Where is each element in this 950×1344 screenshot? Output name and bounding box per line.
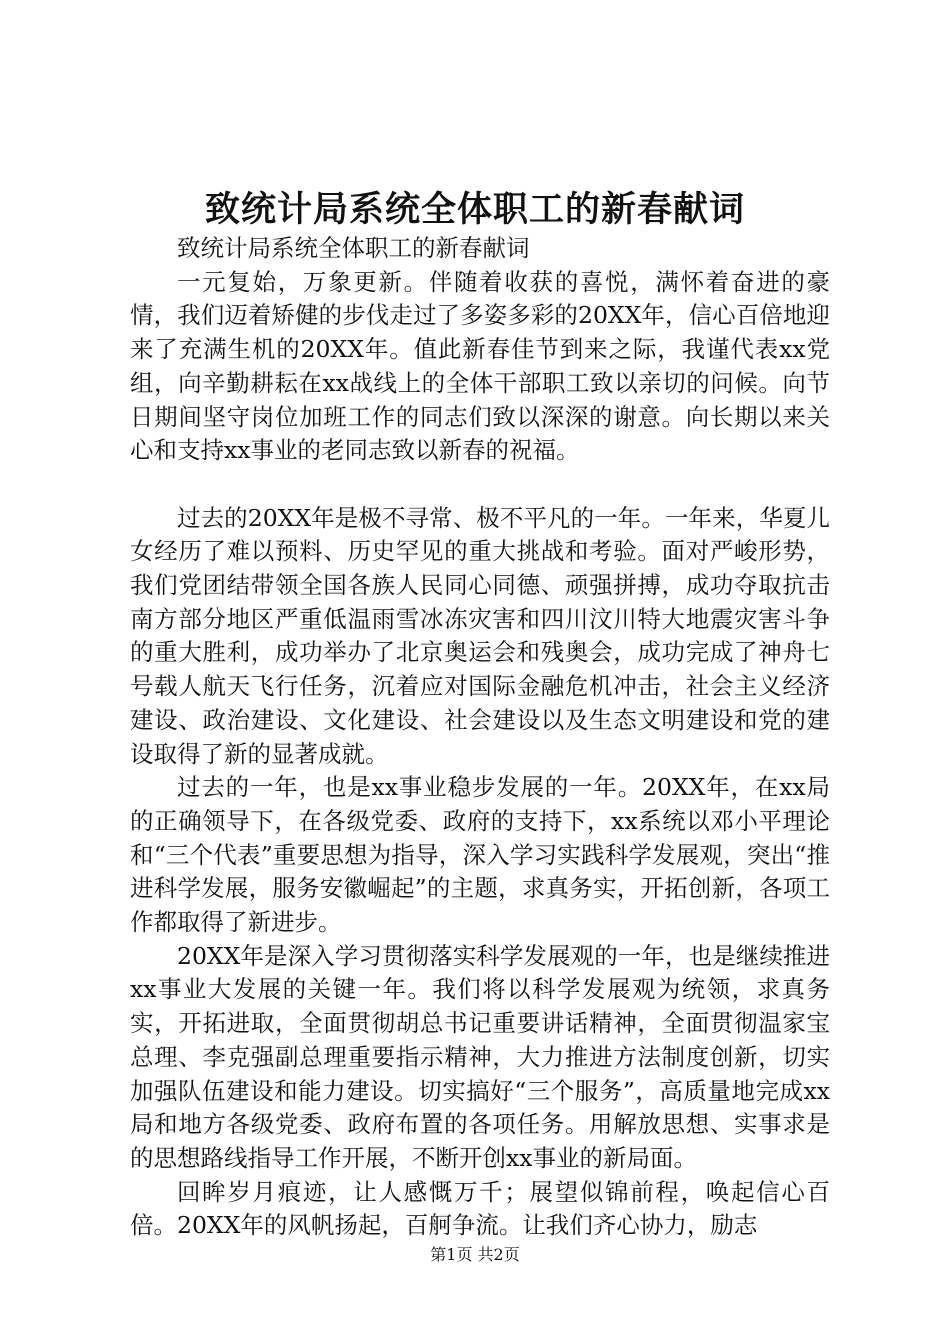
document-body <box>130 232 830 1243</box>
paragraph-greeting: 一元复始，万象更新。伴随着收获的喜悦，满怀着奋进的豪情，我们迈着矫健的步伐走过了多姿多彩的20XX年，信心百倍地迎来了充满生机的20XX年。值此新春佳节到来之际，我谨代表xx党组，向辛勤耕耘在xx战线上的全体干部职工致以亲切的问候。向节日期间坚守岗位加班工作的同志们致以深深的谢意。向长期以来关心和支持xx事业的老同志致以新春的祝福。 <box>130 267 830 465</box>
paragraph-plan: 20XX年是深入学习贯彻落实科学发展观的一年，也是继续推进xx事业大发展的关键一年。我们将以科学发展观为统领，求真务实，开拓进取，全面贯彻胡总书记重要讲话精神，全面贯彻温家宝总理、李克强副总理重要指示精神，大力推进方法制度创新，切实加强队伍建设和能力建设。切实搞好“三个服务”，高质量地完成xx局和地方各级党委、政府布置的各项任务。用解放思想、实事求是的思想路线指导工作开展，不断开创xx事业的新局面。 <box>130 941 830 1172</box>
paragraph-closing: 回眸岁月痕迹，让人感慨万千；展望似锦前程，唤起信心百倍。20XX年的风帆扬起，百舸争流。让我们齐心协力，励志 <box>130 1177 830 1240</box>
paragraph-past-year: 过去的20XX年是极不寻常、极不平凡的一年。一年来，华夏儿女经历了难以预料、历史罕见的重大挑战和考验。面对严峻形势，我们党团结带领全国各族人民同心同德、顽强拼搏，成功夺取抗击南方部分地区严重低温雨雪冰冻灾害和四川汶川特大地震灾害斗争的重大胜利，成功举办了北京奥运会和残奥会，成功完成了神舟七号载人航天飞行任务，沉着应对国际金融危机冲击，社会主义经济建设、政治建设、文化建设、社会建设以及生态文明建设和党的建设取得了新的显著成就。 <box>130 503 830 768</box>
document-title: 致统计局系统全体职工的新春献词 <box>204 189 745 230</box>
paragraph-progress: 过去的一年，也是xx事业稳步发展的一年。20XX年，在xx局的正确领导下，在各级党委、政府的支持下，xx系统以邓小平理论和“三个代表”重要思想为指导，深入学习实践科学发展观，突出“推进科学发展，服务安徽崛起”的主题，求真务实，开拓创新，各项工作都取得了新进步。 <box>130 773 830 937</box>
page-number-footer: 第1页 共2页 <box>430 1245 520 1264</box>
paragraph-subtitle: 致统计局系统全体职工的新春献词 <box>177 234 530 262</box>
